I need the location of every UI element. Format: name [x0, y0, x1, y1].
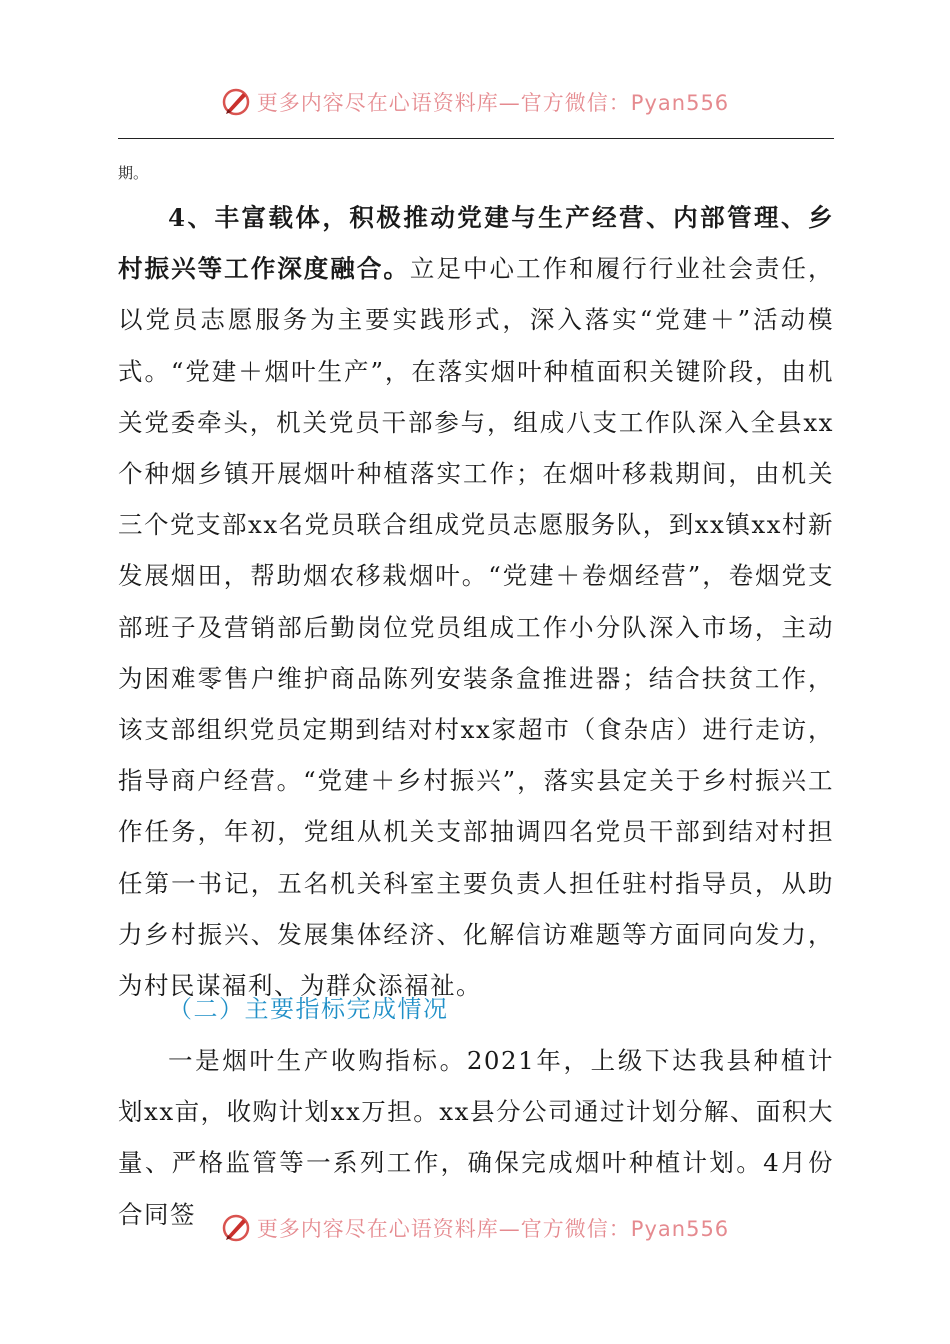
page-header-watermark [0, 82, 950, 122]
section-4-heading: 4、丰富载体，积极推动党建与生产经营、内部管理、乡村振兴等工作深度融合。 [118, 203, 834, 284]
subheading: （二）主要指标完成情况 [168, 995, 449, 1023]
paragraph-2: 一是烟叶生产收购指标。2021年，上级下达我县种植计划xx亩，收购计划xx万担。xx县分公司通过计划分解、面积大量、严格监管等一系列工作，确保完成烟叶种植计划。4月份合同签 [118, 1046, 834, 1229]
header-watermark-text: 更多内容尽在心语资料库—官方微信：Pyan556 [256, 91, 730, 115]
section-4-body: 立足中心工作和履行行业社会责任，以党员志愿服务为主要实践形式，深入落实“党建＋”活动模式。“党建＋烟叶生产”，在落实烟叶种植面积关键阶段，由机关党委牵头，机关党员干部参与，组成八支工作队深入全县xx个种烟乡镇开展烟叶种植落实工作；在烟叶移栽期间，由机关三个党支部xx名党员联合组成党员志愿服务队，到xx镇xx村新发展烟田，帮助烟农移栽烟叶。“党建＋卷烟经营”，卷烟党支部班子及营销部后勤岗位党员组成工作小分队深入市场，主动为困难零售户维护商品陈列安装条盒推进器；结合扶贫工作，该支部组织党员定期到结对村xx家超市（食杂店）进行走访，指导商户经营。“党建＋乡村振兴”，落实县定关于乡村振兴工作任务，年初，党组从机关支部抽调四名党员干部到结对村担任第一书记，五名机关科室主要负责人担任驻村指导员，从助力乡村振兴、发展集体经济、化解信访难题等方面同向发力，为村民谋福利、为群众添福祉。 [118, 254, 834, 1001]
lead-fragment: 期。 [118, 164, 149, 182]
page-footer-watermark [0, 1208, 950, 1248]
footer-watermark-text: 更多内容尽在心语资料库—官方微信：Pyan556 [256, 1217, 730, 1241]
header-rule [118, 138, 834, 139]
section-4-paragraph [118, 192, 834, 1011]
pen-logo-icon [221, 1213, 251, 1243]
pen-logo-icon [221, 87, 251, 117]
